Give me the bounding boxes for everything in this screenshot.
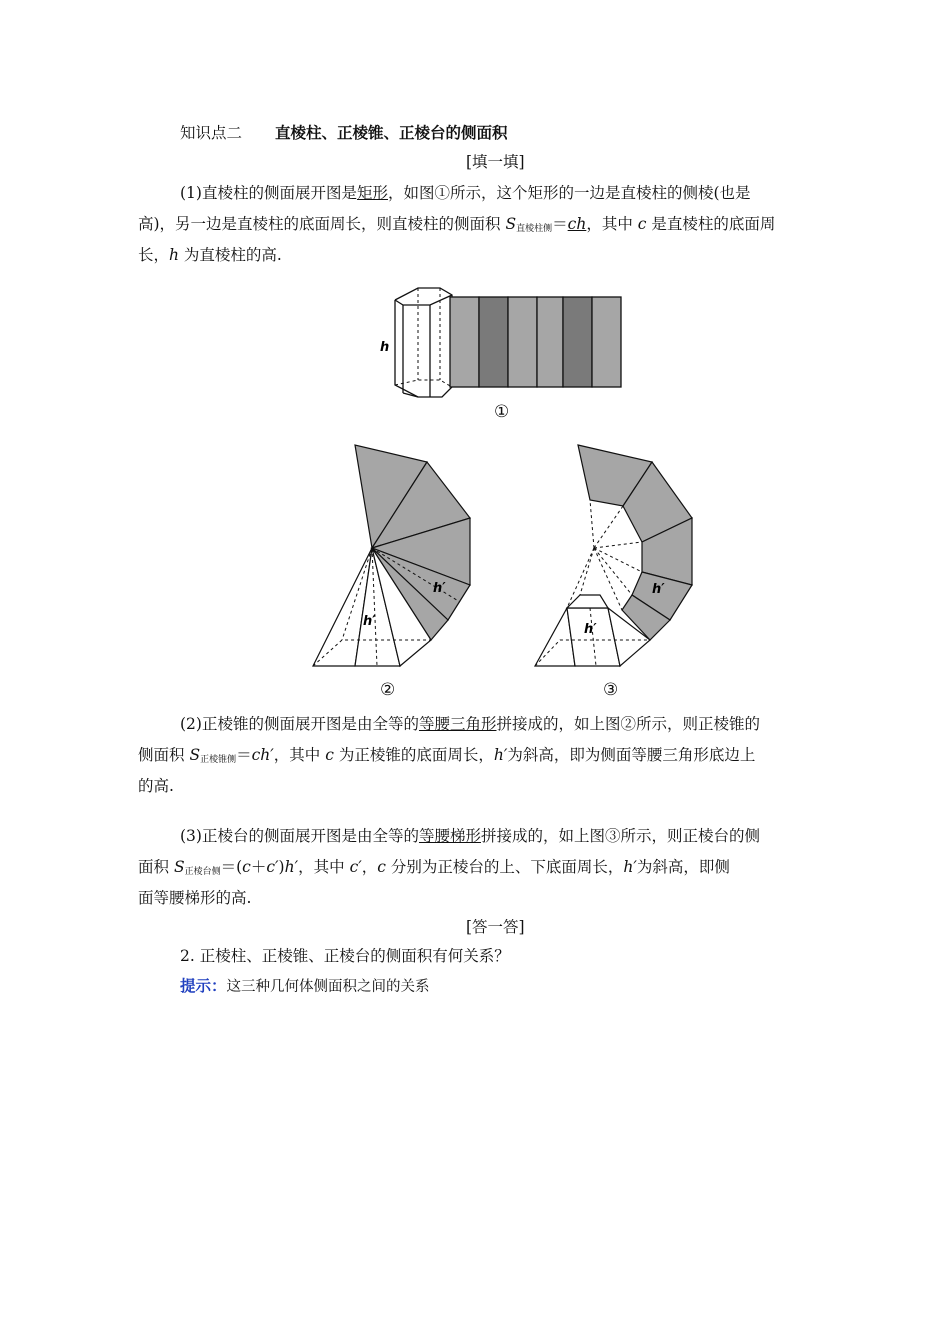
- frustum-apex-line: [594, 542, 642, 548]
- p3-text: 为斜高，即侧: [636, 858, 730, 876]
- p1-line-3: [138, 245, 282, 265]
- frustum-apex-line: [580, 548, 594, 595]
- p2-symbol-s: S: [189, 746, 201, 764]
- section-prefix: 知识点二: [180, 124, 243, 142]
- p1-text: 为直棱柱的高.: [179, 246, 282, 264]
- p1-text: (1)直棱柱的侧面展开图是: [180, 184, 357, 202]
- answer-heading: [答一答]: [466, 918, 525, 936]
- fig3-h-label-side: h′: [652, 582, 665, 597]
- frustum-top-face: [567, 595, 608, 608]
- p2-text: 拼接成的，如上图②所示，则正棱锥的: [496, 715, 760, 733]
- p2-equals: ＝: [236, 746, 252, 764]
- section-heading: [180, 123, 507, 143]
- p2-line-3: 的高.: [138, 777, 174, 795]
- frustum-apex-line: [594, 548, 642, 572]
- net-strip: [537, 297, 563, 387]
- p2-subscript: 正棱锥侧: [200, 755, 237, 765]
- fig1-caption: ①: [494, 402, 510, 422]
- p3-symbol-h: h′: [284, 858, 299, 876]
- frustum-apex-line: [594, 548, 632, 595]
- p3-symbol-h: h′: [623, 858, 637, 876]
- p2-text: 为正棱锥的底面周长，: [333, 746, 494, 764]
- p1-text: 长，: [138, 246, 170, 264]
- p3-plus: ＋: [250, 858, 267, 876]
- p2-line-2: [138, 745, 755, 770]
- p1-line-2: [138, 214, 775, 239]
- fig2-h-label-front: h′: [363, 614, 376, 629]
- net-strip: [508, 297, 537, 387]
- p1-answer-rectangle: 矩形: [356, 184, 388, 202]
- p2-text: 为斜高，即为侧面等腰三角形底边上: [507, 746, 756, 764]
- p3-line-3: 面等腰梯形的高.: [138, 889, 252, 907]
- p1-symbol-c: c: [637, 215, 647, 233]
- p1-line-1: [180, 183, 751, 203]
- p2-text: ，其中: [273, 746, 326, 764]
- p2-symbol-c: c: [325, 746, 334, 764]
- p3-symbol-s: S: [173, 858, 185, 876]
- hint-label: 提示：: [180, 977, 227, 995]
- p3-symbol-c-prime: c′: [349, 858, 362, 876]
- net-strip: [479, 297, 508, 387]
- p3-equals: ＝(: [220, 858, 243, 876]
- section-title: 直棱柱、正棱锥、正棱台的侧面积: [274, 124, 508, 142]
- p3-answer-isosceles-trapezoid: 等腰梯形: [418, 827, 481, 845]
- p3-text: (3)正棱台的侧面展开图是由全等的: [180, 827, 419, 845]
- p1-answer-ch: ch: [567, 215, 587, 233]
- hint-text: 这三种几何体侧面积之间的关系: [226, 979, 430, 995]
- p1-text: 是直棱柱的底面周: [646, 215, 776, 233]
- fig2-h-label-side: h′: [433, 581, 446, 596]
- p2-text: (2)正棱锥的侧面展开图是由全等的: [180, 715, 419, 733]
- p2-text: 侧面积: [138, 746, 190, 764]
- p3-text: 面积: [138, 858, 174, 876]
- p3-line-2: [138, 857, 730, 882]
- hint-line: [180, 976, 430, 997]
- fig1-h-label: h: [380, 340, 390, 355]
- p3-symbol-c: c: [242, 858, 251, 876]
- p2-answer-isosceles-triangle: 等腰三角形: [418, 715, 497, 733]
- p2-symbol-h: h′: [493, 746, 508, 764]
- p3-symbol-c-prime: c′: [266, 858, 279, 876]
- net-strip: [563, 297, 592, 387]
- p1-symbol-s: S: [505, 215, 517, 233]
- p3-text: 分别为正棱台的上、下底面周长，: [385, 858, 624, 876]
- p1-text: 高)，另一边是直棱柱的底面周长，则直棱柱的侧面积: [138, 215, 506, 233]
- fill-heading: [填一填]: [466, 153, 525, 171]
- p1-subscript: 直棱柱侧: [516, 224, 553, 234]
- frustum-apex-line: [590, 500, 594, 548]
- p3-line-1: [180, 826, 760, 846]
- question-2: 2. 正棱柱、正棱锥、正棱台的侧面积有何关系？: [180, 947, 510, 965]
- figure-1-prism-net: [375, 285, 630, 400]
- p1-symbol-h: h: [169, 246, 179, 264]
- p3-symbol-c: c: [377, 858, 386, 876]
- p3-text: 拼接成的，如上图③所示，则正棱台的侧: [480, 827, 760, 845]
- frustum-apex-line: [594, 506, 623, 548]
- p3-paren: ): [278, 858, 285, 876]
- fig2-caption: ②: [380, 680, 396, 700]
- p1-text: ，如图①所示，这个矩形的一边是直棱柱的侧棱(也是: [387, 184, 751, 202]
- prism-top-front: [395, 295, 452, 305]
- fig3-caption: ③: [603, 680, 619, 700]
- p3-text: ，其中: [298, 858, 350, 876]
- p2-line-1: [180, 714, 760, 734]
- p2-formula: ch′: [251, 746, 274, 764]
- net-strip: [592, 297, 621, 387]
- fig3-h-label-front: h′: [584, 622, 597, 637]
- figure-3-frustum-net: [530, 440, 700, 675]
- net-strip: [450, 297, 479, 387]
- p3-text: ，: [361, 858, 378, 876]
- p1-text: ，其中: [586, 215, 638, 233]
- figure-2-pyramid-net: [305, 440, 480, 675]
- p1-equals: ＝: [552, 215, 568, 233]
- p3-subscript: 正棱台侧: [184, 867, 221, 877]
